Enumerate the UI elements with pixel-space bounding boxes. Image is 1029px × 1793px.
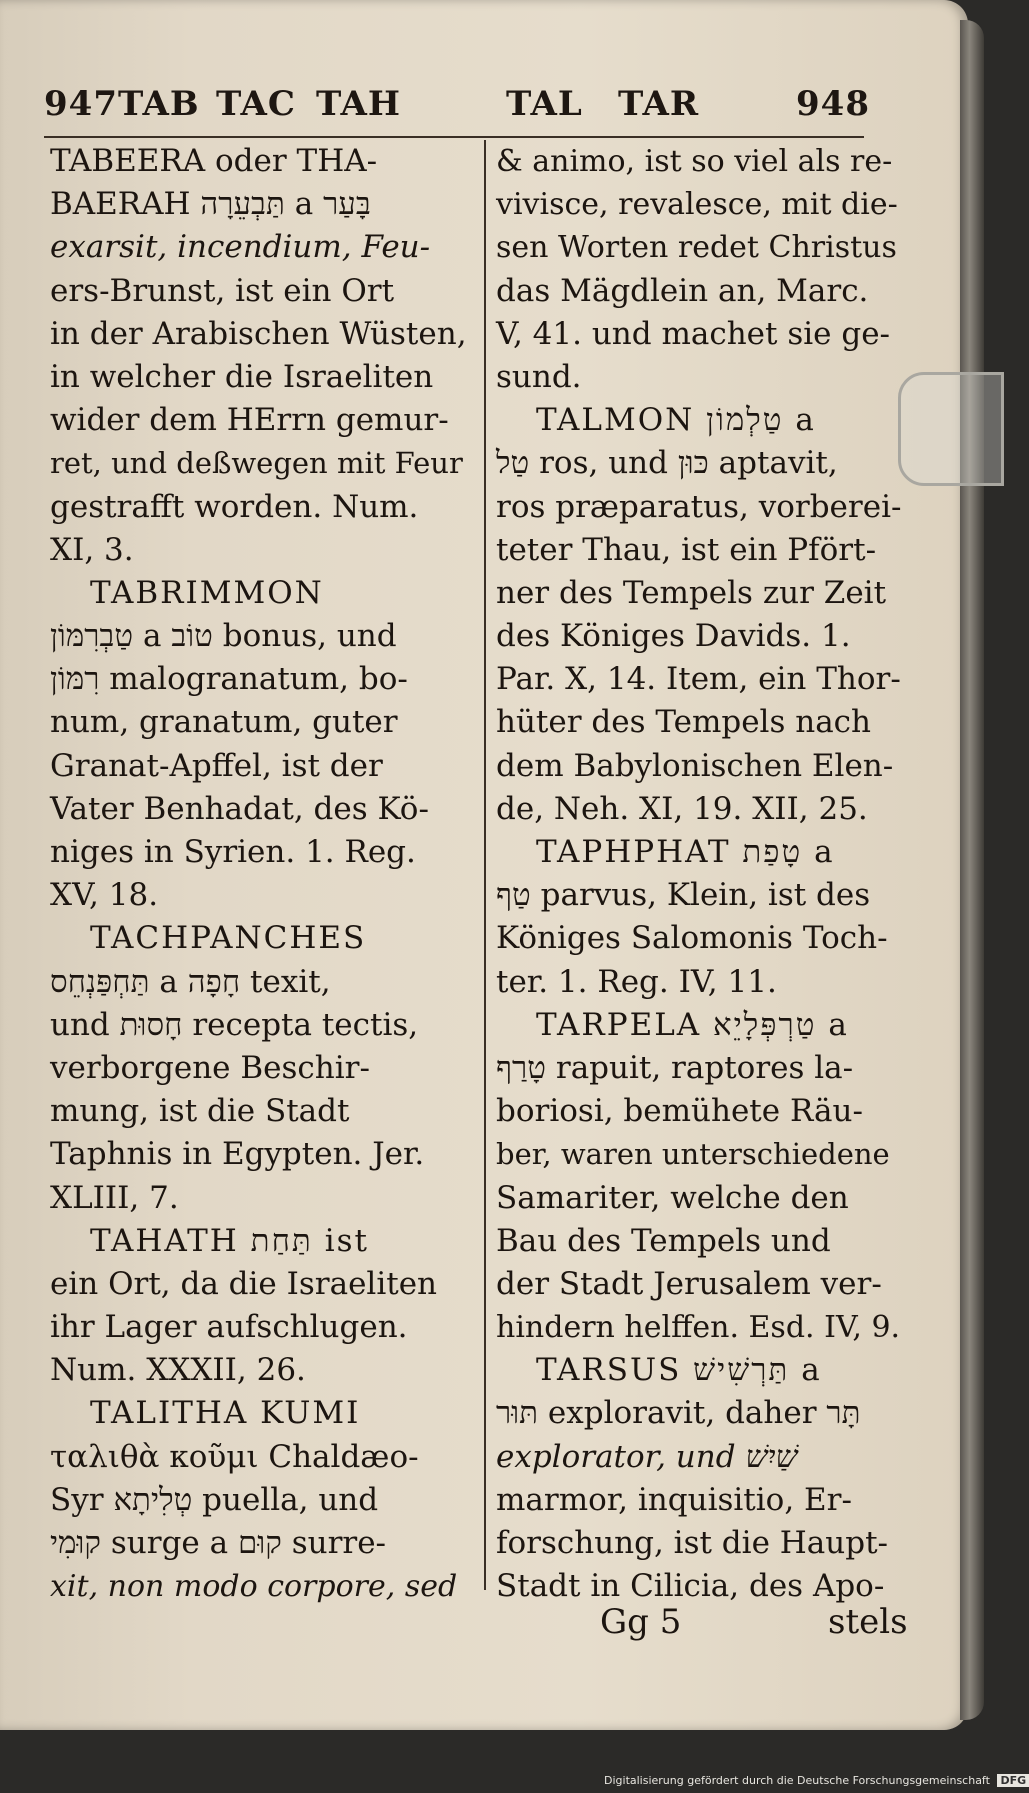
left-column xyxy=(50,140,470,1608)
page-clip xyxy=(898,372,1004,486)
right-page-number: 948 xyxy=(796,84,870,124)
text-line: טָרַף rapuit, raptores la- xyxy=(496,1049,854,1086)
text-line: mung, ist die Stadt xyxy=(50,1093,350,1130)
entry-heading: TARSUS תַּרְשִׁישׁ a xyxy=(536,1352,822,1389)
text-line: de, Neh. XI, 19. XII, 25. xyxy=(496,790,868,827)
text-line: Granat-Apffel, ist der xyxy=(50,747,383,784)
text-line: des Königes Davids. 1. xyxy=(496,618,851,655)
text-line: num, granatum, guter xyxy=(50,704,398,741)
text-line: der Stadt Jerusalem ver- xyxy=(496,1265,882,1302)
text-line: hindern helffen. Esd. IV, 9. xyxy=(496,1310,901,1346)
text-line: ers-Brunst, ist ein Ort xyxy=(50,272,395,309)
text-line: sund. xyxy=(496,358,582,395)
left-key-2: TAC xyxy=(216,84,296,124)
left-key-1: TAB xyxy=(118,84,200,124)
column-rule xyxy=(484,140,486,1590)
text-line: XI, 3. xyxy=(50,531,134,568)
right-column xyxy=(496,140,902,1608)
text-line: XV, 18. xyxy=(50,877,159,914)
digitization-credit xyxy=(604,1774,1029,1787)
text-line: XLIII, 7. xyxy=(50,1179,179,1216)
text-line: wider dem HErrn gemur- xyxy=(50,402,449,439)
entry-heading: TAPHPHAT טָפַת a xyxy=(536,834,835,870)
text-line: ret, und deßwegen mit Feur xyxy=(50,446,463,481)
entry-heading: TABRIMMON xyxy=(90,574,324,611)
text-line: ber, waren unterschiedene xyxy=(496,1137,890,1172)
entry-heading: TALMON טַלְמוֹן a xyxy=(536,402,816,439)
text-line: und חָסוּת recepta tectis, xyxy=(50,1006,419,1043)
text-line: ner des Tempels zur Zeit xyxy=(496,574,887,611)
dfg-logo: DFG xyxy=(997,1774,1029,1787)
text-line: boriosi, bemühete Räu- xyxy=(496,1093,863,1130)
text-line: Samariter, welche den xyxy=(496,1179,849,1216)
text-line: Stadt in Cilicia, des Apo- xyxy=(496,1568,885,1605)
page-edge xyxy=(960,20,984,1720)
text-line: תּוּר exploravit, daher תָּר xyxy=(496,1395,861,1432)
text-line: das Mägdlein an, Marc. xyxy=(496,272,869,309)
text-line: in der Arabischen Wüsten, xyxy=(50,315,467,352)
text-line: Königes Salomonis Toch- xyxy=(496,920,888,957)
entry-heading: TALITHA KUMI xyxy=(90,1395,361,1432)
entry-heading: TARPELA טַרְפְּלָיֵא a xyxy=(536,1006,849,1043)
left-key-3: TAH xyxy=(316,84,401,124)
text-line: gestrafft worden. Num. xyxy=(50,488,419,525)
text-line: marmor, inquisitio, Er- xyxy=(496,1481,852,1518)
text-line: ταλιθὰ κοῦμι Chaldæo- xyxy=(50,1438,419,1475)
text-line: sen Worten redet Christus xyxy=(496,230,897,266)
left-page-number: 947 xyxy=(44,84,118,124)
text-line: in welcher die Israeliten xyxy=(50,358,434,395)
text-line: Bau des Tempels und xyxy=(496,1222,831,1259)
signature-mark: Gg 5 xyxy=(600,1602,682,1642)
text-line: רִמּוֹן malogranatum, bo- xyxy=(50,661,408,698)
text-line: TABEERA oder THA- xyxy=(50,143,378,179)
text-line: ros præparatus, vorberei- xyxy=(496,488,902,525)
text-line: BAERAH תַּבְעֵרָה a בָּעַר xyxy=(50,186,371,223)
text-line: קוּמִי surge a קוּם surre- xyxy=(50,1525,387,1561)
right-key-2: TAR xyxy=(618,84,700,124)
text-line: xit, non modo corpore, sed xyxy=(50,1569,458,1605)
entry-heading: TACHPANCHES xyxy=(90,920,367,957)
text-line: niges in Syrien. 1. Reg. xyxy=(50,834,416,870)
text-line: & animo, ist so viel als re- xyxy=(496,144,893,179)
text-line: Par. X, 14. Item, ein Thor- xyxy=(496,661,901,698)
text-line: explorator, und שַׁיִשׁ xyxy=(496,1438,798,1475)
text-line: dem Babylonischen Elen- xyxy=(496,747,894,784)
text-line: vivisce, revalesce, mit die- xyxy=(496,187,898,223)
text-line: hüter des Tempels nach xyxy=(496,704,872,741)
text-line: Num. XXXII, 26. xyxy=(50,1352,306,1389)
text-line: Vater Benhadat, des Kö- xyxy=(50,790,429,827)
text-line: forschung, ist die Haupt- xyxy=(496,1525,889,1561)
text-line: טַף parvus, Klein, ist des xyxy=(496,877,871,914)
catchword: stels xyxy=(828,1602,908,1642)
credit-text: Digitalisierung gefördert durch die Deutsche Forschungsgemeinschaft xyxy=(604,1774,990,1787)
text-line: Syr טְלִיתָא puella, und xyxy=(50,1481,379,1518)
text-line: ein Ort, da die Israeliten xyxy=(50,1265,438,1302)
text-line: verborgene Beschir- xyxy=(50,1049,370,1086)
running-header xyxy=(44,80,870,138)
text-line: טַל ros, und כּוּן aptavit, xyxy=(496,445,838,482)
text-line: תַּחְפַּנְחֵס a חָפָה texit, xyxy=(50,963,331,1000)
right-key-1: TAL xyxy=(506,84,583,124)
text-line: ter. 1. Reg. IV, 11. xyxy=(496,963,777,1000)
text-line: טַבְרִמּוֹן a טוֹב bonus, und xyxy=(50,618,397,655)
entry-heading: TAHATH תַּחַת ist xyxy=(90,1222,369,1259)
text-line: Taphnis in Egypten. Jer. xyxy=(50,1136,425,1173)
text-line: exarsit, incendium, Feu- xyxy=(50,229,431,266)
text-line: teter Thau, ist ein Pfört- xyxy=(496,531,877,568)
text-line: V, 41. und machet sie ge- xyxy=(496,315,891,352)
text-line: ihr Lager aufschlugen. xyxy=(50,1309,408,1346)
